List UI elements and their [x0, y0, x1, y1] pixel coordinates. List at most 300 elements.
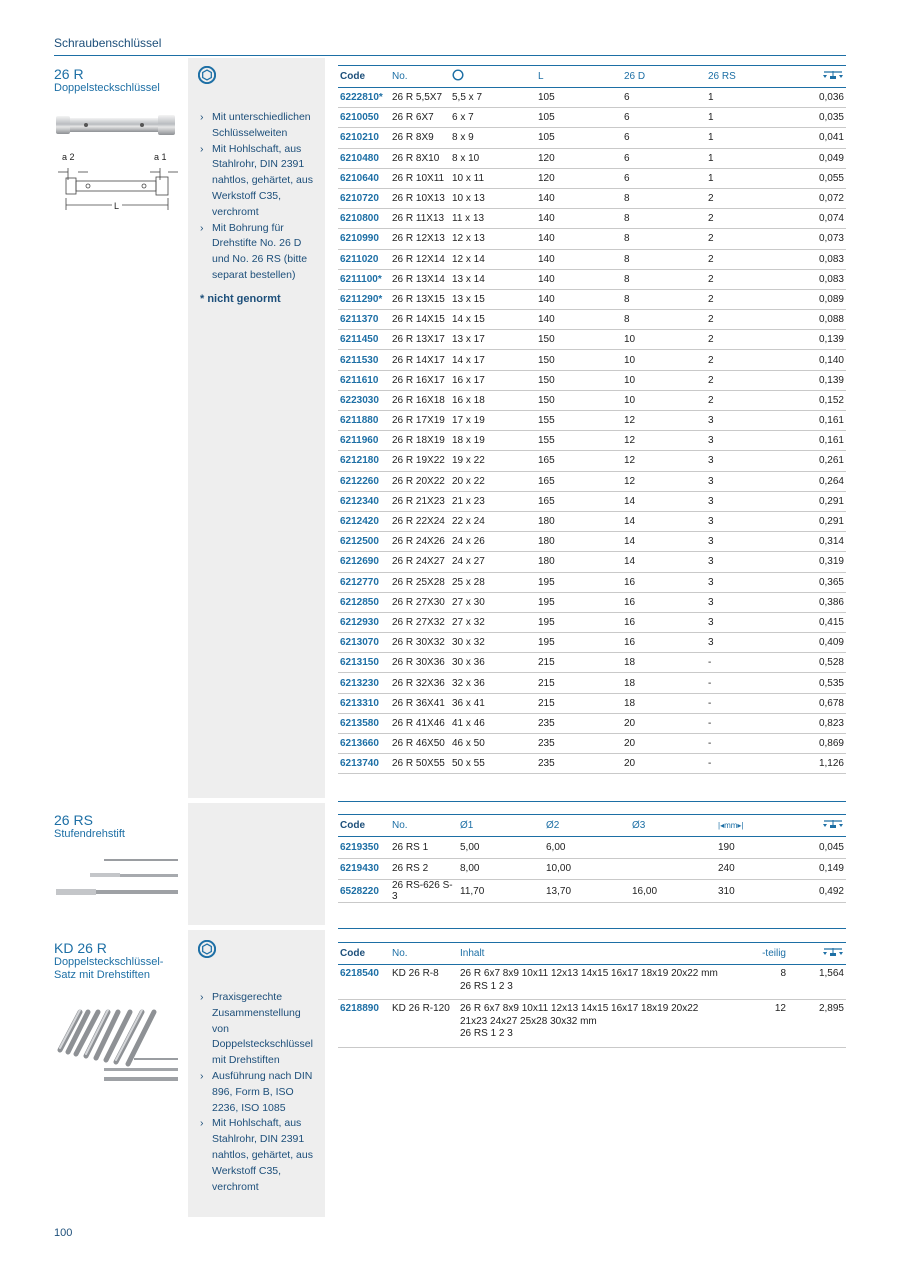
table-cell: 3 — [706, 612, 790, 632]
table-cell: 13 x 15 — [450, 289, 536, 309]
table-row — [338, 572, 846, 592]
col-header-size — [450, 66, 536, 88]
table-cell: 12 — [728, 1000, 788, 1048]
table-cell: 26 R 8X9 — [390, 128, 450, 148]
feature-panel-26rs — [188, 803, 325, 925]
table-cell: 26 R 16X18 — [390, 390, 450, 410]
product-code: 6211960 — [338, 431, 390, 451]
table-cell: 26 R 12X14 — [390, 249, 450, 269]
table-row — [338, 330, 846, 350]
table-cell: 10,00 — [544, 858, 630, 880]
table-cell: 26 R 16X17 — [390, 370, 450, 390]
table-row — [338, 965, 846, 1000]
table-cell: 105 — [536, 88, 622, 108]
contents-cell — [458, 1000, 728, 1048]
table-cell: 26 R 24X26 — [390, 532, 450, 552]
table-cell: 0,088 — [790, 310, 846, 330]
table-row — [338, 88, 846, 108]
product-code: 6213740 — [338, 754, 390, 774]
product-code: 6212770 — [338, 572, 390, 592]
table-cell: 235 — [536, 713, 622, 733]
feature-item: › Praxisgerechte Zusammenstellung von Doppelsteckschlüssel mit Drehstiften — [200, 991, 313, 1067]
table-cell: 26 R 5,5X7 — [390, 88, 450, 108]
table-cell: 14 x 17 — [450, 350, 536, 370]
table-cell: 0,678 — [790, 693, 846, 713]
table-cell: 0,055 — [790, 168, 846, 188]
table-row — [338, 148, 846, 168]
table-cell: 140 — [536, 289, 622, 309]
table-cell: 20 — [622, 713, 706, 733]
table-cell — [630, 837, 716, 859]
table-cell: 8 — [622, 310, 706, 330]
table-cell: 50 x 55 — [450, 754, 536, 774]
col-header-pieces: -teilig — [728, 943, 788, 965]
table-cell: 22 x 24 — [450, 511, 536, 531]
table-cell: 155 — [536, 431, 622, 451]
wrench-set-photo — [54, 1000, 178, 1084]
product-code: 6223030 — [338, 390, 390, 410]
table-row — [338, 612, 846, 632]
table-cell: 180 — [536, 511, 622, 531]
table-cell: 195 — [536, 612, 622, 632]
table-cell: 1 — [706, 148, 790, 168]
feature-item: › Ausführung nach DIN 896, Form B, ISO 2236, ISO 1085 — [200, 1069, 313, 1114]
product-code: 6212180 — [338, 451, 390, 471]
table-row — [338, 693, 846, 713]
table-cell: 105 — [536, 128, 622, 148]
table-cell: 0,083 — [790, 249, 846, 269]
table-row — [338, 552, 846, 572]
page-title: Schraubenschlüssel — [54, 36, 162, 50]
col-header-length: L — [536, 66, 622, 88]
table-row — [338, 411, 846, 431]
table-cell: 26 R 11X13 — [390, 209, 450, 229]
table-row — [338, 128, 846, 148]
table-cell: 0,161 — [790, 431, 846, 451]
hexagon-icon — [452, 69, 464, 81]
table-cell: 180 — [536, 552, 622, 572]
table-cell: 2 — [706, 289, 790, 309]
feature-item: › Mit Hohlschaft, aus Stahlrohr, DIN 2391 nahtlos, gehärtet, aus Werkstoff C35, verchromt — [200, 1117, 313, 1193]
table-cell: 8,00 — [458, 858, 544, 880]
table-cell: 24 x 27 — [450, 552, 536, 572]
table-cell: 13 x 14 — [450, 269, 536, 289]
hexagon-icon — [198, 940, 216, 958]
section-title-26rs: 26 RS — [54, 812, 93, 828]
dim-label-l: L — [114, 201, 120, 211]
table-cell: 26 R 20X22 — [390, 471, 450, 491]
table-cell: 18 — [622, 653, 706, 673]
table-row — [338, 673, 846, 693]
table-cell: 140 — [536, 188, 622, 208]
product-code: 6222810* — [338, 88, 390, 108]
table-cell: 3 — [706, 451, 790, 471]
feature-list-26r — [200, 110, 320, 284]
table-cell: 0,365 — [790, 572, 846, 592]
table-cell: 0,073 — [790, 229, 846, 249]
table-cell: 1 — [706, 128, 790, 148]
table-cell: 30 x 36 — [450, 653, 536, 673]
product-code: 6213230 — [338, 673, 390, 693]
table-cell: 2 — [706, 350, 790, 370]
product-code: 6210720 — [338, 188, 390, 208]
table-cell: 26 R 50X55 — [390, 754, 450, 774]
table-cell: 16 — [622, 592, 706, 612]
page-number: 100 — [54, 1227, 73, 1239]
table-cell: 0,264 — [790, 471, 846, 491]
product-code: 6211610 — [338, 370, 390, 390]
table-cell: 2 — [706, 310, 790, 330]
table-cell: 2 — [706, 370, 790, 390]
table-cell: 140 — [536, 269, 622, 289]
product-code: 6211530 — [338, 350, 390, 370]
table-cell: 2 — [706, 330, 790, 350]
table-cell: 26 R 10X13 — [390, 188, 450, 208]
section-title-kd26r: KD 26 R — [54, 940, 107, 956]
table-cell: 0,161 — [790, 411, 846, 431]
table-cell: 120 — [536, 148, 622, 168]
table-cell: 26 R 25X28 — [390, 572, 450, 592]
table-cell: 2 — [706, 209, 790, 229]
table-cell: 26 R 18X19 — [390, 431, 450, 451]
table-cell: 26 R 27X32 — [390, 612, 450, 632]
table-cell: 215 — [536, 693, 622, 713]
table-cell: 0,089 — [790, 289, 846, 309]
contents-line: 26 R 6x7 8x9 10x11 12x13 14x15 16x17 18x19 20x22 — [460, 1003, 699, 1014]
product-code: 6213660 — [338, 734, 390, 754]
table-cell: 26 R 8X10 — [390, 148, 450, 168]
table-cell: 26 R 6X7 — [390, 108, 450, 128]
table-cell: 0,291 — [790, 491, 846, 511]
col-header-d1: Ø1 — [458, 815, 544, 837]
table-cell: 195 — [536, 633, 622, 653]
footnote-not-standardized: * nicht genormt — [200, 293, 281, 305]
table-cell: - — [706, 653, 790, 673]
table-cell: 195 — [536, 592, 622, 612]
product-table-26r — [338, 65, 846, 774]
table-cell: 26 R 30X32 — [390, 633, 450, 653]
table-cell: 12 x 14 — [450, 249, 536, 269]
contents-line: 26 R 6x7 8x9 10x11 12x13 14x15 16x17 18x19 20x22 mm — [460, 968, 718, 979]
contents-line: 26 RS 1 2 3 — [460, 980, 513, 992]
scale-weight-icon — [822, 819, 844, 829]
section-subtitle-26r: Doppelsteckschlüssel — [54, 82, 160, 94]
table-cell: - — [706, 713, 790, 733]
table-cell: 0,291 — [790, 511, 846, 531]
col-header-d3: Ø3 — [630, 815, 716, 837]
col-header-contents: Inhalt — [458, 943, 728, 965]
table-cell: 165 — [536, 471, 622, 491]
table-header-row — [338, 815, 846, 837]
table-row — [338, 168, 846, 188]
table-cell: 0,072 — [790, 188, 846, 208]
product-code: 6211290* — [338, 289, 390, 309]
table-cell: 20 — [622, 754, 706, 774]
table-row — [338, 1000, 846, 1048]
table-cell: 0,139 — [790, 370, 846, 390]
table-cell: 5,5 x 7 — [450, 88, 536, 108]
table-cell: 195 — [536, 572, 622, 592]
col-header-d2: Ø2 — [544, 815, 630, 837]
section-title-26r: 26 R — [54, 66, 84, 82]
table-cell: 18 — [622, 693, 706, 713]
table-cell: 0,415 — [790, 612, 846, 632]
table-cell: 26 R 41X46 — [390, 713, 450, 733]
table-cell: 26 R 32X36 — [390, 673, 450, 693]
table-header-row — [338, 66, 846, 88]
table-cell: 140 — [536, 249, 622, 269]
table-row — [338, 390, 846, 410]
table-row — [338, 370, 846, 390]
table-row — [338, 532, 846, 552]
table-cell: 120 — [536, 168, 622, 188]
table-cell: 21 x 23 — [450, 491, 536, 511]
table-cell: 0,535 — [790, 673, 846, 693]
product-code: 6210990 — [338, 229, 390, 249]
table-cell: 150 — [536, 370, 622, 390]
product-code: 6212340 — [338, 491, 390, 511]
table-cell: 10 — [622, 390, 706, 410]
table-row — [338, 734, 846, 754]
table-cell: 26 R 21X23 — [390, 491, 450, 511]
table-cell: 1 — [706, 108, 790, 128]
chevron-right-icon: › — [200, 991, 204, 1003]
table-cell: 140 — [536, 310, 622, 330]
table-row — [338, 310, 846, 330]
table-row — [338, 713, 846, 733]
table-cell: 3 — [706, 411, 790, 431]
table-cell: 12 — [622, 431, 706, 451]
table-cell: 0,083 — [790, 269, 846, 289]
table-cell: 26 R 36X41 — [390, 693, 450, 713]
table-cell: 0,409 — [790, 633, 846, 653]
table-row — [338, 229, 846, 249]
page-header — [54, 34, 846, 56]
table-cell: 18 — [622, 673, 706, 693]
product-code: 6211370 — [338, 310, 390, 330]
table-cell: 240 — [716, 858, 792, 880]
table-cell: 8 — [622, 188, 706, 208]
table-cell: 3 — [706, 532, 790, 552]
table-cell: 215 — [536, 673, 622, 693]
product-code: 6211880 — [338, 411, 390, 431]
drift-pins-photo — [54, 852, 178, 902]
table-cell: 2 — [706, 229, 790, 249]
col-header-code: Code — [338, 66, 390, 88]
table-cell: 0,149 — [792, 858, 846, 880]
feature-item: › Mit unterschiedlichen Schlüsselweiten — [200, 111, 311, 139]
chevron-right-icon: › — [200, 1117, 204, 1130]
chevron-right-icon: › — [200, 142, 204, 155]
col-header-no: No. — [390, 815, 458, 837]
table-cell: 27 x 32 — [450, 612, 536, 632]
contents-line: 21x23 24x27 25x28 30x32 mm — [460, 1015, 597, 1027]
table-cell: 14 — [622, 552, 706, 572]
product-code: 6212690 — [338, 552, 390, 572]
product-code: 6212930 — [338, 612, 390, 632]
table-cell: 14 — [622, 491, 706, 511]
table-row — [338, 431, 846, 451]
table-row — [338, 269, 846, 289]
col-header-no: No. — [390, 66, 450, 88]
table-cell: 8 — [622, 269, 706, 289]
section-subtitle-kd26r: Doppelsteckschlüssel- Satz mit Drehstiften — [54, 956, 164, 981]
table-cell: 8 — [622, 249, 706, 269]
table-row — [338, 209, 846, 229]
table-cell: 3 — [706, 431, 790, 451]
product-code: 6213580 — [338, 713, 390, 733]
table-cell: 14 — [622, 532, 706, 552]
table-cell: 16 — [622, 633, 706, 653]
product-code: 6212420 — [338, 511, 390, 531]
table-row — [338, 491, 846, 511]
table-cell: 36 x 41 — [450, 693, 536, 713]
table-cell: 0,074 — [790, 209, 846, 229]
table-cell: 0,041 — [790, 128, 846, 148]
table-cell: 13 x 17 — [450, 330, 536, 350]
table-cell: 0,314 — [790, 532, 846, 552]
col-header-code: Code — [338, 815, 390, 837]
col-header-length: |◂mm▸| — [716, 815, 792, 837]
table-cell: 12 x 13 — [450, 229, 536, 249]
table-cell: 105 — [536, 108, 622, 128]
product-code: 6219350 — [338, 837, 390, 859]
table-cell: 8 — [622, 209, 706, 229]
product-code: 6528220 — [338, 880, 390, 903]
table-cell: 6 — [622, 168, 706, 188]
table-row — [338, 471, 846, 491]
wrench-photo — [54, 112, 178, 142]
table-cell: 26 R 13X17 — [390, 330, 450, 350]
table-cell: 2 — [706, 269, 790, 289]
table-row — [338, 653, 846, 673]
scale-weight-icon — [822, 947, 844, 957]
table-cell: 3 — [706, 592, 790, 612]
product-code: 6210480 — [338, 148, 390, 168]
table-cell — [630, 858, 716, 880]
table-cell: 165 — [536, 491, 622, 511]
table-cell: 1,126 — [790, 754, 846, 774]
table-cell: 6 — [622, 148, 706, 168]
table-cell: 0,823 — [790, 713, 846, 733]
table-cell: 20 x 22 — [450, 471, 536, 491]
section-subtitle-26rs: Stufendrehstift — [54, 828, 125, 840]
table-cell: 6,00 — [544, 837, 630, 859]
chevron-right-icon: › — [200, 111, 204, 123]
table-cell: 0,139 — [790, 330, 846, 350]
table-cell: 190 — [716, 837, 792, 859]
table-cell: 3 — [706, 572, 790, 592]
table-cell: 8 x 10 — [450, 148, 536, 168]
table-cell: 3 — [706, 491, 790, 511]
table-cell: 150 — [536, 350, 622, 370]
table-cell: 11 x 13 — [450, 209, 536, 229]
table-cell: 12 — [622, 451, 706, 471]
table-cell: 8 — [622, 229, 706, 249]
table-cell: - — [706, 693, 790, 713]
product-code: 6213070 — [338, 633, 390, 653]
product-code: 6210050 — [338, 108, 390, 128]
table-cell: 0,528 — [790, 653, 846, 673]
table-cell: 10 — [622, 330, 706, 350]
product-code: 6211020 — [338, 249, 390, 269]
table-cell: 10 x 11 — [450, 168, 536, 188]
table-cell: 12 — [622, 411, 706, 431]
table-cell: 32 x 36 — [450, 673, 536, 693]
product-code: 6212500 — [338, 532, 390, 552]
table-cell: 150 — [536, 390, 622, 410]
table-cell: 26 R 22X24 — [390, 511, 450, 531]
table-cell: 8 — [622, 289, 706, 309]
product-code: 6219430 — [338, 858, 390, 880]
table-cell: 6 — [622, 88, 706, 108]
table-cell: 2 — [706, 390, 790, 410]
col-header-26d: 26 D — [622, 66, 706, 88]
table-cell: 3 — [706, 633, 790, 653]
table-cell: 1,564 — [788, 965, 846, 1000]
dim-label-a2: a 2 — [62, 152, 75, 162]
scale-weight-icon — [822, 70, 844, 80]
feature-list-kd26r — [200, 990, 320, 1195]
product-code: 6212850 — [338, 592, 390, 612]
table-cell: 8 — [728, 965, 788, 1000]
table-cell: 26 R 27X30 — [390, 592, 450, 612]
col-header-weight — [792, 815, 846, 837]
table-row — [338, 511, 846, 531]
table-cell: 3 — [706, 471, 790, 491]
wrench-dimension-diagram — [54, 148, 178, 214]
table-row — [338, 754, 846, 774]
table-cell: 1 — [706, 88, 790, 108]
table-cell: 155 — [536, 411, 622, 431]
table-cell: 2,895 — [788, 1000, 846, 1048]
chevron-right-icon: › — [200, 1069, 204, 1082]
table-cell: 13,70 — [544, 880, 630, 903]
table-cell: 27 x 30 — [450, 592, 536, 612]
table-row — [338, 188, 846, 208]
table-cell: 5,00 — [458, 837, 544, 859]
table-cell: 150 — [536, 330, 622, 350]
product-code: 6213150 — [338, 653, 390, 673]
table-cell: 26 R 13X14 — [390, 269, 450, 289]
table-row — [338, 592, 846, 612]
table-cell: 16 x 18 — [450, 390, 536, 410]
table-cell: 14 x 15 — [450, 310, 536, 330]
product-code: 6210210 — [338, 128, 390, 148]
table-cell: 26 R 12X13 — [390, 229, 450, 249]
table-cell: 215 — [536, 653, 622, 673]
feature-item: › Mit Bohrung für Drehstifte No. 26 D und No. 26 RS (bitte separat bestellen) — [200, 221, 308, 281]
table-cell: 20 — [622, 734, 706, 754]
table-cell: 26 R 10X11 — [390, 168, 450, 188]
table-cell: 30 x 32 — [450, 633, 536, 653]
table-row — [338, 858, 846, 880]
table-cell: 140 — [536, 209, 622, 229]
table-row — [338, 880, 846, 903]
table-cell: 26 R 24X27 — [390, 552, 450, 572]
contents-cell — [458, 965, 728, 1000]
col-header-weight — [788, 943, 846, 965]
table-cell: - — [706, 754, 790, 774]
table-row — [338, 289, 846, 309]
table-cell: 0,035 — [790, 108, 846, 128]
table-cell: 26 RS 1 — [390, 837, 458, 859]
product-code: 6210800 — [338, 209, 390, 229]
product-code: 6210640 — [338, 168, 390, 188]
table-cell: 17 x 19 — [450, 411, 536, 431]
table-cell: 310 — [716, 880, 792, 903]
table-cell: 16 — [622, 572, 706, 592]
